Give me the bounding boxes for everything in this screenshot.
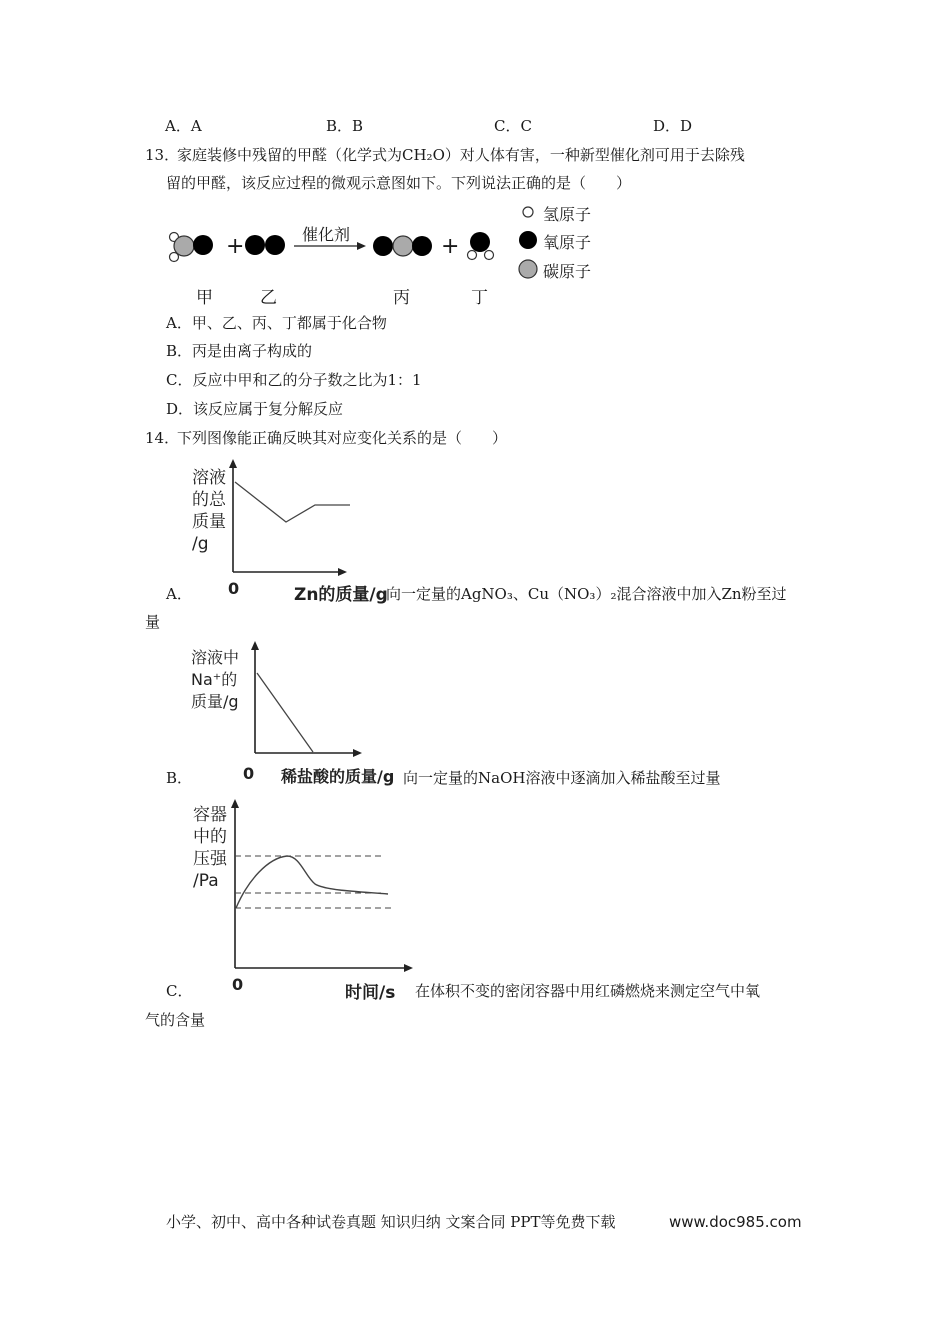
legend-oxygen: 氧原子 <box>543 233 592 252</box>
graph-a-xlabel: Zn的质量/g <box>294 585 388 605</box>
plus-sign-1: + <box>226 234 245 259</box>
q13-number: 13． <box>145 146 180 164</box>
label-ding: 丁 <box>471 288 488 308</box>
graph-b-xlabel: 稀盐酸的质量/g <box>281 767 395 786</box>
graph-a-desc-line2: 量 <box>145 613 161 631</box>
catalyst-label: 催化剂 <box>302 225 351 244</box>
q13-stem-line2: 留的甲醛，该反应过程的微观示意图如下。下列说法正确的是（ ） <box>166 174 632 192</box>
q14-stem: 下列图像能正确反映其对应变化关系的是（ ） <box>177 429 508 447</box>
q13-option-a: A．甲、乙、丙、丁都属于化合物 <box>166 314 387 332</box>
footer-url[interactable]: www.doc985.com <box>669 1213 802 1231</box>
graph-b-origin: 0 <box>243 764 255 783</box>
prev-option-b: B．B <box>326 117 364 135</box>
q13-stem-line1: 家庭装修中残留的甲醛（化学式为CH₂O）对人体有害，一种新型催化剂可用于去除残 <box>177 146 745 164</box>
graph-b-ylabel: 溶液中 Na⁺的 质量/g <box>191 648 240 711</box>
label-yi: 乙 <box>260 288 277 308</box>
legend-carbon: 碳原子 <box>543 262 592 281</box>
graph-c-origin: 0 <box>232 975 244 994</box>
label-jia: 甲 <box>196 288 213 308</box>
graph-a-letter: A． <box>166 585 192 603</box>
q13-option-c: C．反应中甲和乙的分子数之比为1：1 <box>166 371 422 389</box>
plus-sign-2: + <box>441 234 460 259</box>
q13-option-d: D．该反应属于复分解反应 <box>166 400 344 418</box>
graph-b-desc: 向一定量的NaOH溶液中逐滴加入稀盐酸至过量 <box>403 769 721 787</box>
q13-option-b: B．丙是由离子构成的 <box>166 342 313 360</box>
graph-c-xlabel: 时间/s <box>345 983 396 1003</box>
graph-c-desc-line2: 气的含量 <box>145 1011 206 1029</box>
graph-b-letter: B． <box>166 769 193 787</box>
footer-text: 小学、初中、高中各种试卷真题 知识归纳 文案合同 PPT等免费下载 <box>166 1213 616 1231</box>
graph-c-ylabel: 容器 中的 压强 /Pa <box>193 805 227 891</box>
graph-a-origin: 0 <box>228 579 240 598</box>
label-bing: 丙 <box>393 288 410 308</box>
legend-hydrogen: 氢原子 <box>543 205 592 224</box>
graph-a-desc-line1: 向一定量的AgNO₃、Cu（NO₃）₂混合溶液中加入Zn粉至过 <box>386 585 787 603</box>
prev-option-a: A．A <box>165 117 202 135</box>
graph-c-letter: C． <box>166 982 193 1000</box>
graph-c-curve <box>236 856 388 908</box>
prev-option-c: C．C <box>494 117 532 135</box>
graph-a-ylabel: 溶液 的总 质量 /g <box>192 468 226 554</box>
graph-c-desc-line1: 在体积不变的密闭容器中用红磷燃烧来测定空气中氧 <box>415 982 761 1000</box>
q14-number: 14． <box>145 429 180 447</box>
prev-option-d: D．D <box>653 117 693 135</box>
